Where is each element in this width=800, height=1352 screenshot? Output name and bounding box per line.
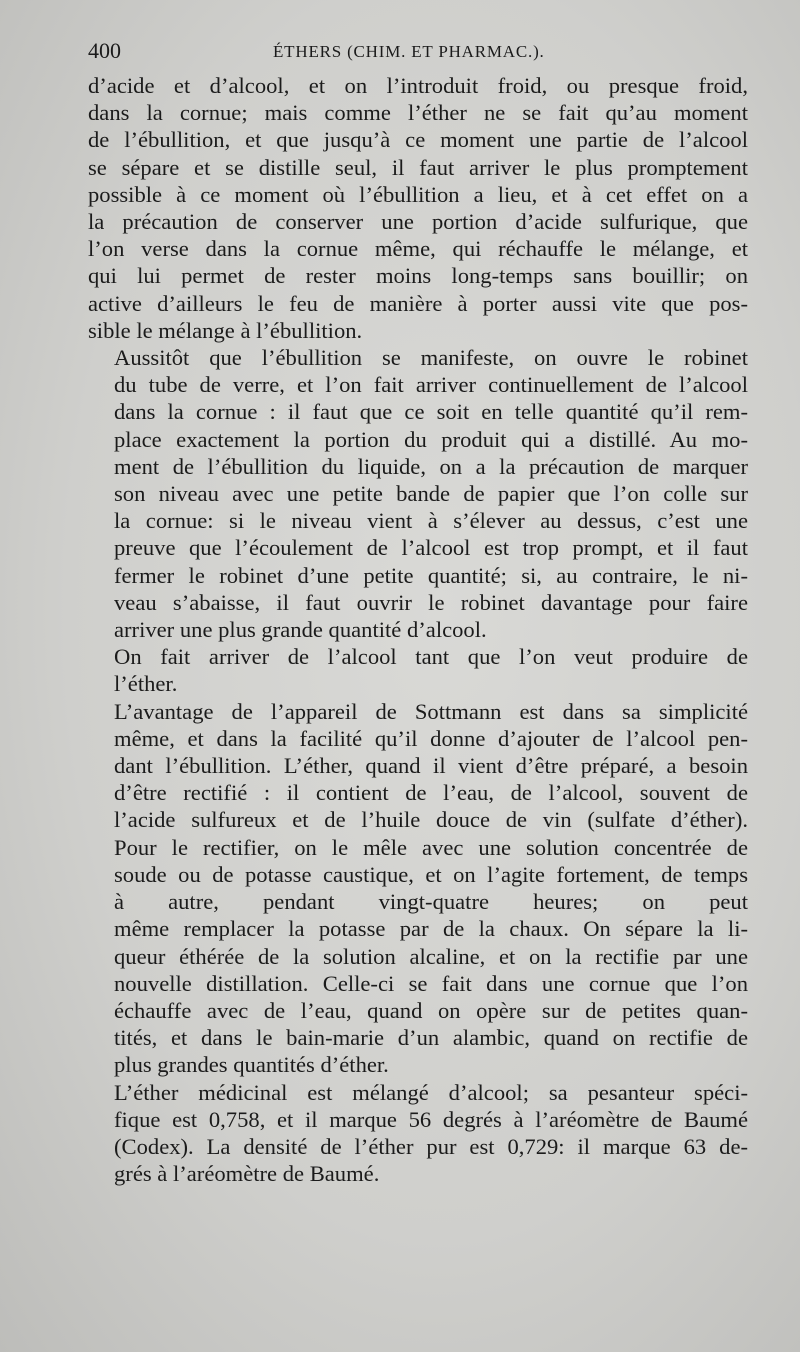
text-line: d’être rectifié : il contient de l’eau, de l’alcool, souvent de xyxy=(114,780,748,806)
text-line: qui lui permet de rester moins long-temps sans bouillir; on xyxy=(88,263,748,289)
paragraph xyxy=(88,698,748,1079)
text-line: échauffe avec de l’eau, quand on opère sur de petites quan- xyxy=(114,997,748,1023)
text-line: se sépare et se distille seul, il faut arriver le plus promptement xyxy=(88,154,748,180)
text-line: tités, et dans le bain-marie d’un alambic, quand on rectifie de xyxy=(114,1025,748,1051)
text-line: même remplacer la potasse par de la chaux. On sépare la li- xyxy=(114,916,748,942)
text-line: dant l’ébullition. L’éther, quand il vient d’être préparé, a besoin xyxy=(114,753,748,779)
text-line: du tube de verre, et l’on fait arriver continuellement de l’alcool xyxy=(114,372,748,398)
text-line: ment de l’ébullition du liquide, on a la précaution de marquer xyxy=(114,453,748,479)
text-line: dans la cornue; mais comme l’éther ne se fait qu’au moment xyxy=(88,100,748,126)
text-line: queur éthérée de la solution alcaline, et on la rectifie par une xyxy=(114,943,748,969)
text-line: Pour le rectifier, on le mêle avec une solution concentrée de xyxy=(114,834,748,860)
text-line: arriver une plus grande quantité d’alcool. xyxy=(114,617,487,643)
text-line: possible à ce moment où l’ébullition a lieu, et à cet effet on a xyxy=(88,181,748,207)
text-line: fermer le robinet d’une petite quantité; si, au contraire, le ni- xyxy=(114,562,748,588)
text-line: d’acide et d’alcool, et on l’introduit froid, ou presque froid, xyxy=(88,73,748,98)
text-line: plus grandes quantités d’éther. xyxy=(114,1052,389,1078)
text-line: On fait arriver de l’alcool tant que l’on veut produire de xyxy=(114,644,748,670)
text-line: l’on verse dans la cornue même, qui réchauffe le mélange, et xyxy=(88,236,748,262)
text-line: Aussitôt que l’ébullition se manifeste, on ouvre le robinet xyxy=(114,345,748,371)
paragraph xyxy=(88,72,748,344)
text-line: même, et dans la facilité qu’il donne d’ajouter de l’alcool pen- xyxy=(114,725,748,751)
text-line: soude ou de potasse caustique, et on l’agite fortement, de temps xyxy=(114,861,748,887)
paragraph xyxy=(88,1079,748,1188)
text-line: à autre, pendant vingt-quatre heures; on peut xyxy=(114,889,748,915)
page-number: 400 xyxy=(88,38,121,63)
text-line: la cornue: si le niveau vient à s’élever au dessus, c’est une xyxy=(114,508,748,534)
text-line: fique est 0,758, et il marque 56 degrés à l’aréomètre de Baumé xyxy=(114,1106,748,1132)
text-line: active d’ailleurs le feu de manière à porter aussi vite que pos- xyxy=(88,290,748,316)
paragraph xyxy=(88,643,748,697)
text-line: preuve que l’écoulement de l’alcool est trop prompt, et il faut xyxy=(114,535,748,561)
paragraph xyxy=(88,344,748,643)
text-line: dans la cornue : il faut que ce soit en telle quantité qu’il rem- xyxy=(114,399,748,425)
body-text xyxy=(88,72,748,1187)
text-line: grés à l’aréomètre de Baumé. xyxy=(114,1161,380,1187)
text-line: l’éther. xyxy=(114,671,178,697)
text-line: sible le mélange à l’ébullition. xyxy=(88,317,363,343)
text-line: L’éther médicinal est mélangé d’alcool; sa pesanteur spéci- xyxy=(114,1079,748,1105)
text-line: nouvelle distillation. Celle-ci se fait dans une cornue que l’on xyxy=(114,970,748,996)
text-line: (Codex). La densité de l’éther pur est 0,729: il marque 63 de- xyxy=(114,1133,748,1159)
text-line: la précaution de conserver une portion d’acide sulfurique, que xyxy=(88,209,748,235)
text-line: L’avantage de l’appareil de Sottmann est dans sa simplicité xyxy=(114,698,748,724)
running-title: ÉTHERS (CHIM. ET PHARMAC.). xyxy=(273,42,545,61)
text-line: place exactement la portion du produit qui a distillé. Au mo- xyxy=(114,426,748,452)
text-line: veau s’abaisse, il faut ouvrir le robinet davantage pour faire xyxy=(114,589,748,615)
page-header xyxy=(88,38,748,72)
text-line: l’acide sulfureux et de l’huile douce de vin (sulfate d’éther). xyxy=(114,807,748,833)
text-line: son niveau avec une petite bande de papier que l’on colle sur xyxy=(114,481,748,507)
text-line: de l’ébullition, et que jusqu’à ce moment une partie de l’alcool xyxy=(88,127,748,153)
